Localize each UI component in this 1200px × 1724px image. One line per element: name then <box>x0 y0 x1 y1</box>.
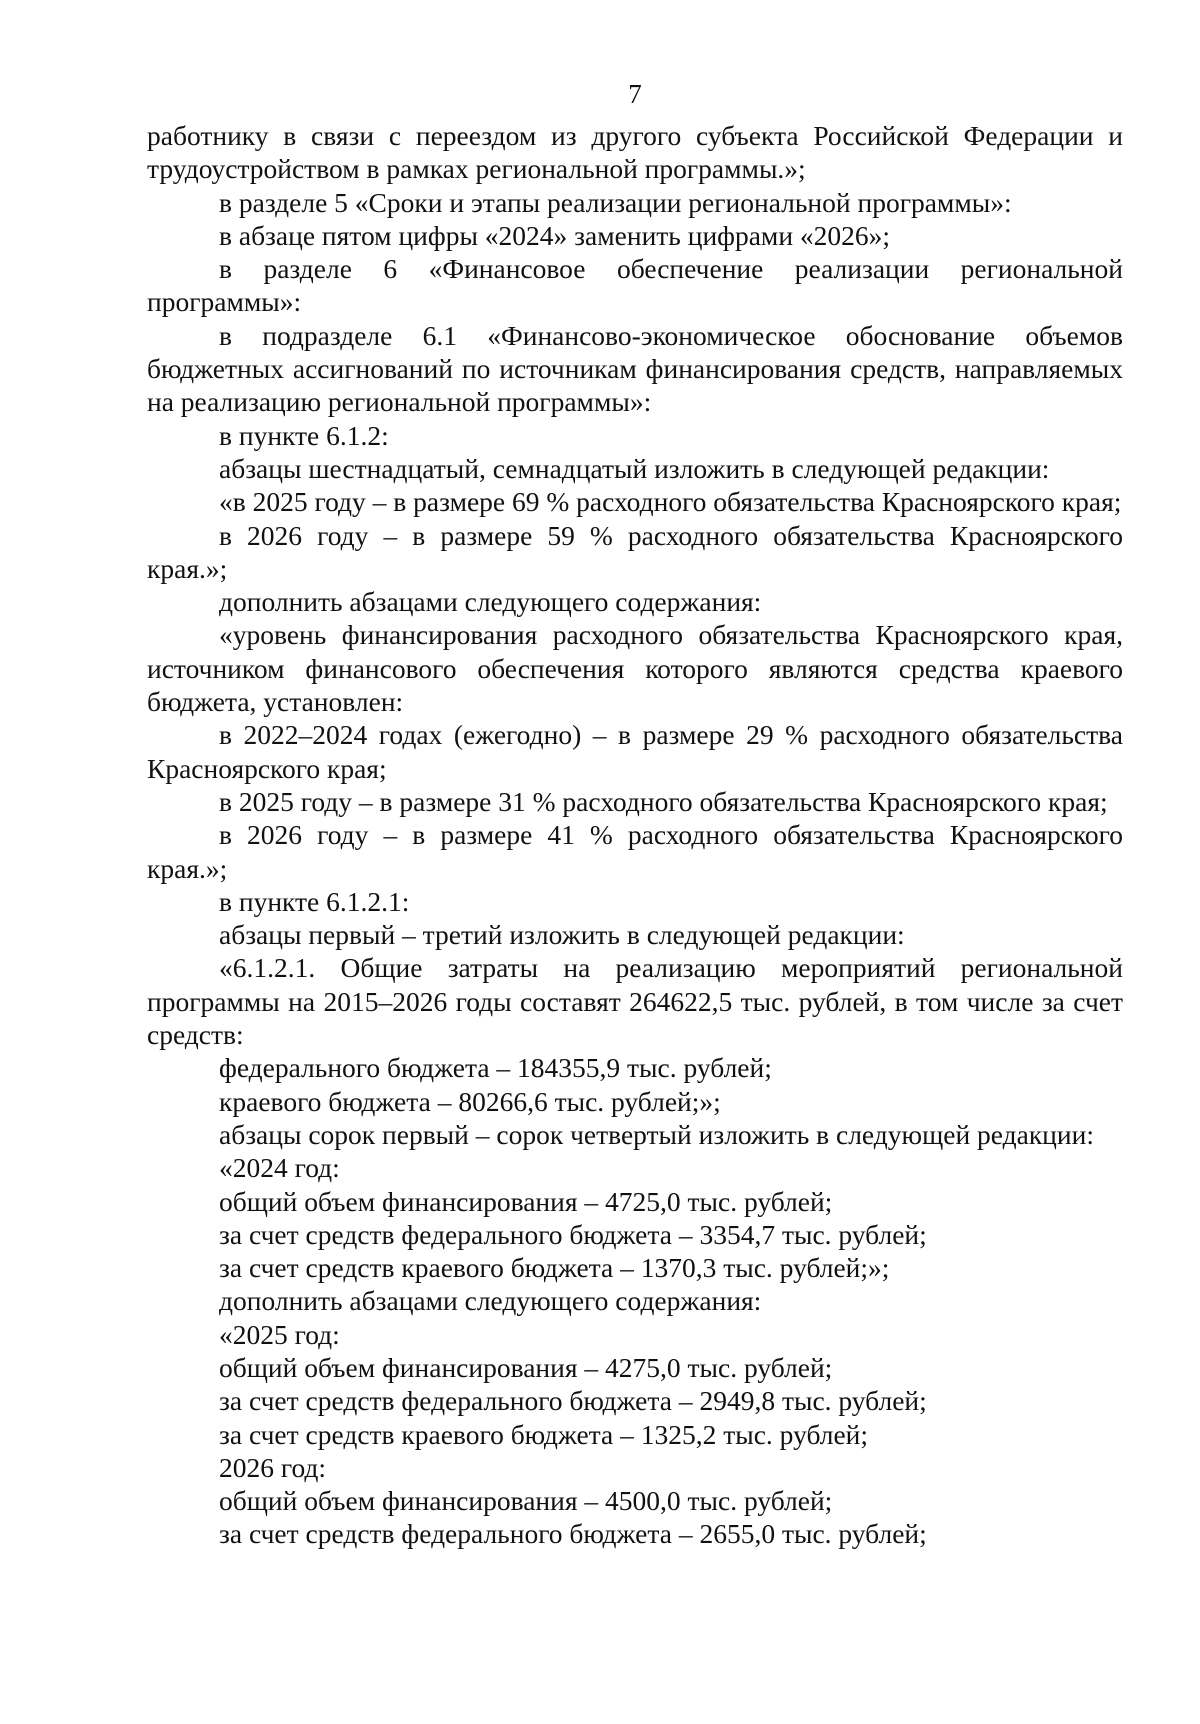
paragraph: в 2025 году – в размере 31 % расходного обязательства Красноярского края; <box>219 785 1108 817</box>
paragraph: в разделе 6 «Финансовое обеспечение реализации региональной программы»: <box>147 253 1123 318</box>
paragraph: в подразделе 6.1 «Финансово-экономическое обоснование объемов бюджетных ассигнований по источникам финансирования средств, направляемых на реализацию региональной программы»: <box>147 319 1123 418</box>
paragraph: федерального бюджета – 184355,9 тыс. рублей; <box>219 1052 772 1084</box>
paragraph: абзацы сорок первый – сорок четвертый изложить в следующей редакции: <box>219 1118 1094 1150</box>
paragraph: «в 2025 году – в размере 69 % расходного обязательства Красноярского края; <box>219 486 1122 518</box>
paragraph: общий объем финансирования – 4275,0 тыс. рублей; <box>219 1351 833 1383</box>
paragraph: за счет средств федерального бюджета – 3354,7 тыс. рублей; <box>219 1218 927 1250</box>
paragraph-continuation: работнику в связи с переездом из другого субъекта Российской Федерации и трудоустройством в рамках региональной программы.»; <box>147 120 1123 185</box>
paragraph: «2025 год: <box>219 1318 340 1350</box>
paragraph: общий объем финансирования – 4500,0 тыс. рублей; <box>219 1485 833 1517</box>
paragraph: в разделе 5 «Сроки и этапы реализации региональной программы»: <box>219 186 1012 218</box>
paragraph: дополнить абзацами следующего содержания: <box>219 1285 762 1317</box>
paragraph: в 2022–2024 годах (ежегодно) – в размере 29 % расходного обязательства Красноярского края; <box>147 719 1123 784</box>
paragraph: за счет средств федерального бюджета – 2949,8 тыс. рублей; <box>219 1385 927 1417</box>
page-number: 7 <box>628 79 642 109</box>
paragraph: «2024 год: <box>219 1152 340 1184</box>
paragraph: 2026 год: <box>219 1451 327 1483</box>
paragraph: в 2026 году – в размере 59 % расходного обязательства Красноярского края.»; <box>147 519 1123 584</box>
paragraph: за счет средств краевого бюджета – 1370,3 тыс. рублей;»; <box>219 1252 890 1284</box>
document-body <box>147 119 1123 1551</box>
paragraph: дополнить абзацами следующего содержания: <box>219 586 762 618</box>
paragraph: абзацы первый – третий изложить в следующей редакции: <box>219 919 905 951</box>
paragraph: в абзаце пятом цифры «2024» заменить цифрами «2026»; <box>219 219 891 251</box>
paragraph: в пункте 6.1.2.1: <box>219 885 410 917</box>
paragraph: «уровень финансирования расходного обязательства Красноярского края, источником финансового обеспечения которого являются средства краевого бюджета, установлен: <box>147 619 1123 718</box>
paragraph: общий объем финансирования – 4725,0 тыс. рублей; <box>219 1185 833 1217</box>
paragraph: абзацы шестнадцатый, семнадцатый изложить в следующей редакции: <box>219 452 1050 484</box>
paragraph: за счет средств федерального бюджета – 2655,0 тыс. рублей; <box>219 1518 927 1550</box>
paragraph: за счет средств краевого бюджета – 1325,2 тыс. рублей; <box>219 1418 869 1450</box>
paragraph: «6.1.2.1. Общие затраты на реализацию мероприятий региональной программы на 2015–2026 годы составят 264622,5 тыс. рублей, в том числе за счет средств: <box>147 952 1123 1051</box>
paragraph: в пункте 6.1.2: <box>219 419 389 451</box>
paragraph: в 2026 году – в размере 41 % расходного обязательства Красноярского края.»; <box>147 819 1123 884</box>
paragraph: краевого бюджета – 80266,6 тыс. рублей;»; <box>219 1085 721 1117</box>
